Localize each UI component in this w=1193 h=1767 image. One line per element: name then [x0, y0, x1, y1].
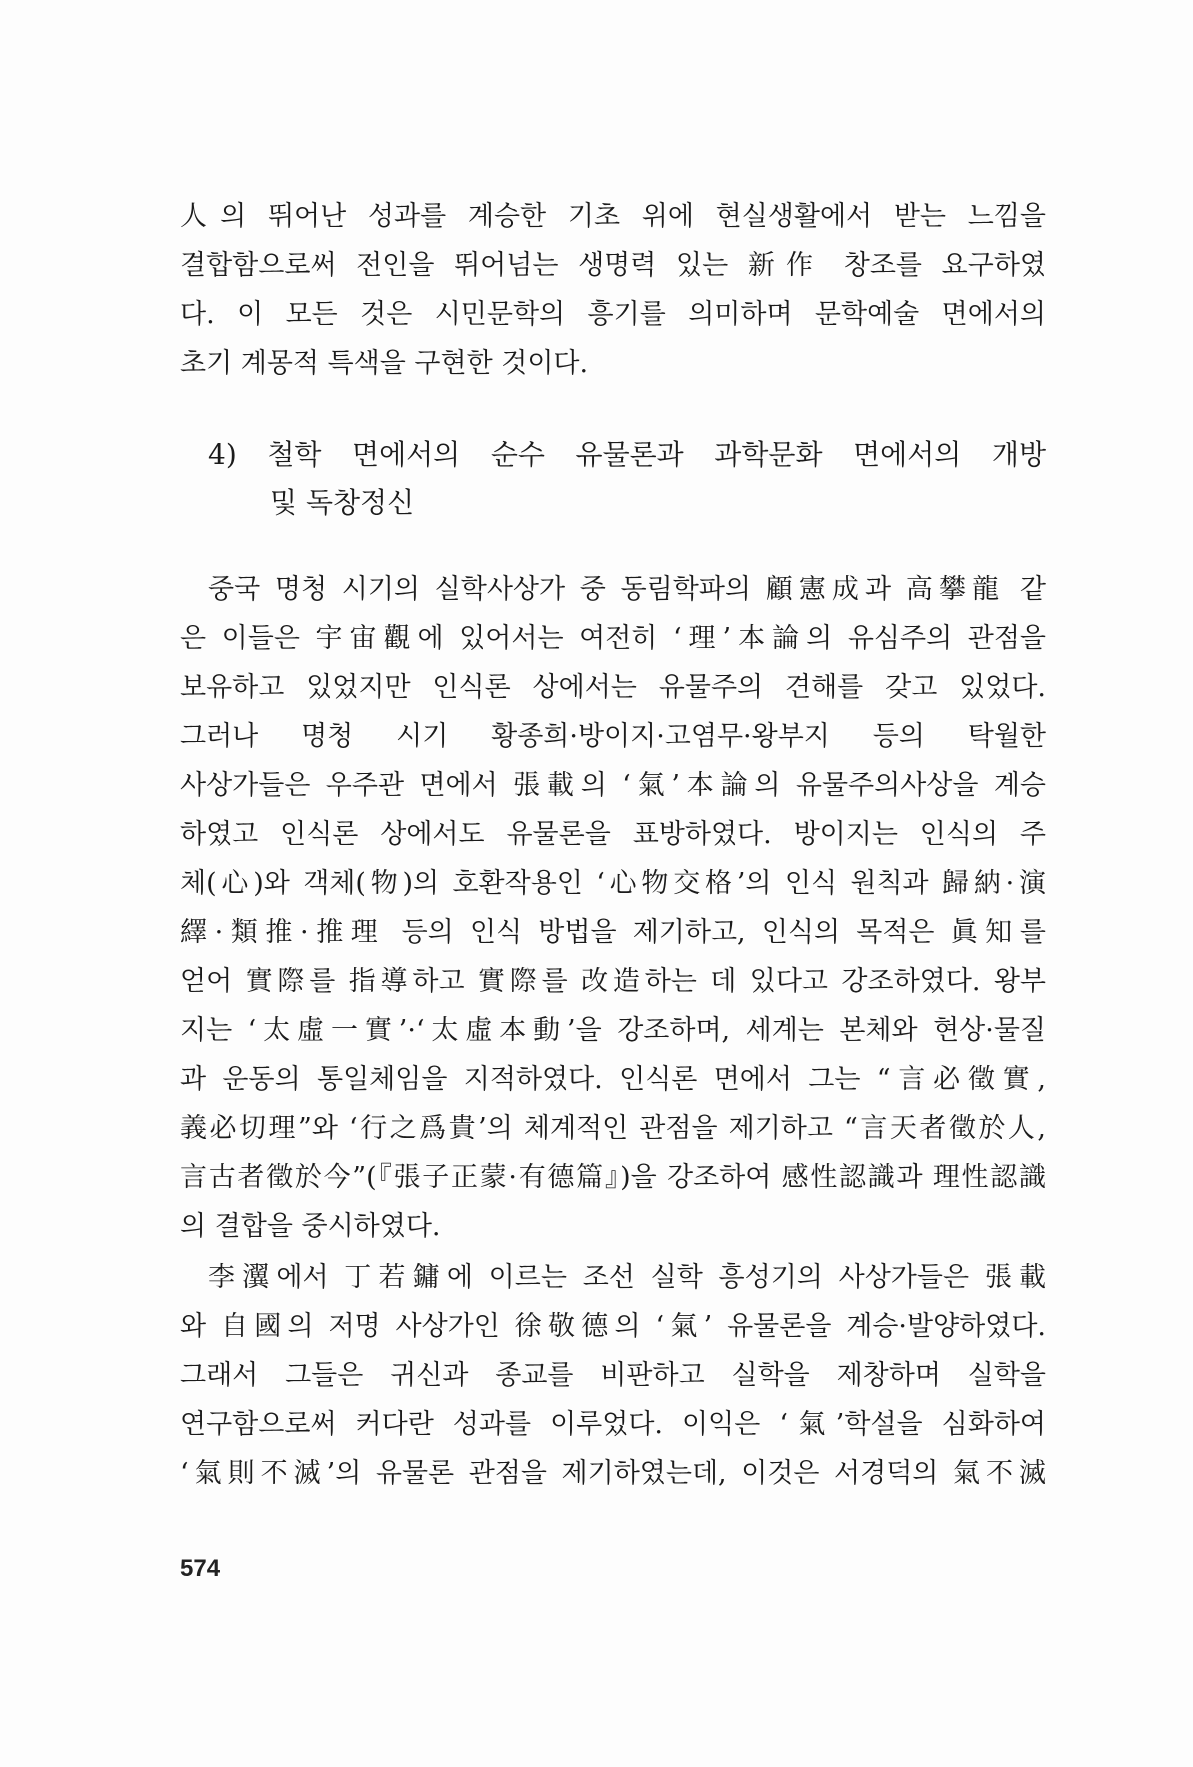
section-heading — [208, 431, 1046, 527]
paragraph — [180, 1253, 1046, 1498]
text-line: 言古者徵於今”(『張子正蒙·有德篇』)을 강조하여 感性認識과 理性認識 — [180, 1162, 1046, 1193]
heading-line: 및 독창정신 — [270, 486, 415, 519]
text-line: 결합함으로써 전인을 뛰어넘는 생명력 있는 新作 창조를 요구하였 — [180, 250, 1046, 281]
text-line: 지는 ‘太虛一實’·‘太虛本動’을 강조하며, 세계는 본체와 현상·물질 — [180, 1015, 1046, 1046]
text-line: 義必切理”와 ‘行之爲貴’의 체계적인 관점을 제기하고 “言天者徵於人, — [180, 1113, 1046, 1144]
text-line: 그러나 명청 시기 황종희·방이지·고염무·왕부지 등의 탁월한 — [180, 721, 1046, 752]
text-line: 사상가들은 우주관 면에서 張載의 ‘氣’本論의 유물주의사상을 계승 — [180, 770, 1046, 801]
text-line: 초기 계몽적 특색을 구현한 것이다. — [180, 348, 589, 379]
text-line: 중국 명청 시기의 실학사상가 중 동림학파의 顧憲成과 高攀龍 같 — [208, 574, 1046, 605]
text-line: 은 이들은 宇宙觀에 있어서는 여전히 ‘理’本論의 유심주의 관점을 — [180, 623, 1046, 654]
text-line: 와 自國의 저명 사상가인 徐敬德의 ‘氣’ 유물론을 계승·발양하였다. — [180, 1311, 1046, 1342]
text-line: 人의 뛰어난 성과를 계승한 기초 위에 현실생활에서 받는 느낌을 — [180, 201, 1046, 232]
text-line: 의 결합을 중시하였다. — [180, 1211, 441, 1242]
text-line: 李瀷에서 丁若鏞에 이르는 조선 실학 흥성기의 사상가들은 張載 — [208, 1262, 1046, 1293]
text-line: 다. 이 모든 것은 시민문학의 흥기를 의미하며 문학예술 면에서의 — [180, 299, 1046, 330]
text-line: ‘氣則不滅’의 유물론 관점을 제기하였는데, 이것은 서경덕의 氣不滅 — [180, 1458, 1046, 1489]
paragraph-continuation — [180, 192, 1046, 388]
heading-line: 4) 철학 면에서의 순수 유물론과 과학문화 면에서의 개방 — [208, 438, 1046, 471]
text-line: 체(心)와 객체(物)의 호환작용인 ‘心物交格’의 인식 원칙과 歸納·演 — [180, 868, 1046, 899]
text-line: 과 운동의 통일체임을 지적하였다. 인식론 면에서 그는 “言必徵實, — [180, 1064, 1046, 1095]
text-line: 연구함으로써 커다란 성과를 이루었다. 이익은 ‘氣’학설을 심화하여 — [180, 1409, 1046, 1440]
text-line: 얻어 實際를 指導하고 實際를 改造하는 데 있다고 강조하였다. 왕부 — [180, 966, 1046, 997]
paragraph — [180, 565, 1046, 1251]
text-line: 하였고 인식론 상에서도 유물론을 표방하였다. 방이지는 인식의 주 — [180, 819, 1046, 850]
text-line: 繹·類推·推理 등의 인식 방법을 제기하고, 인식의 목적은 眞知를 — [180, 917, 1046, 948]
text-line: 보유하고 있었지만 인식론 상에서는 유물주의 견해를 갖고 있었다. — [180, 672, 1046, 703]
page-number: 574 — [180, 1555, 221, 1582]
text-line: 그래서 그들은 귀신과 종교를 비판하고 실학을 제창하며 실학을 — [180, 1360, 1046, 1391]
